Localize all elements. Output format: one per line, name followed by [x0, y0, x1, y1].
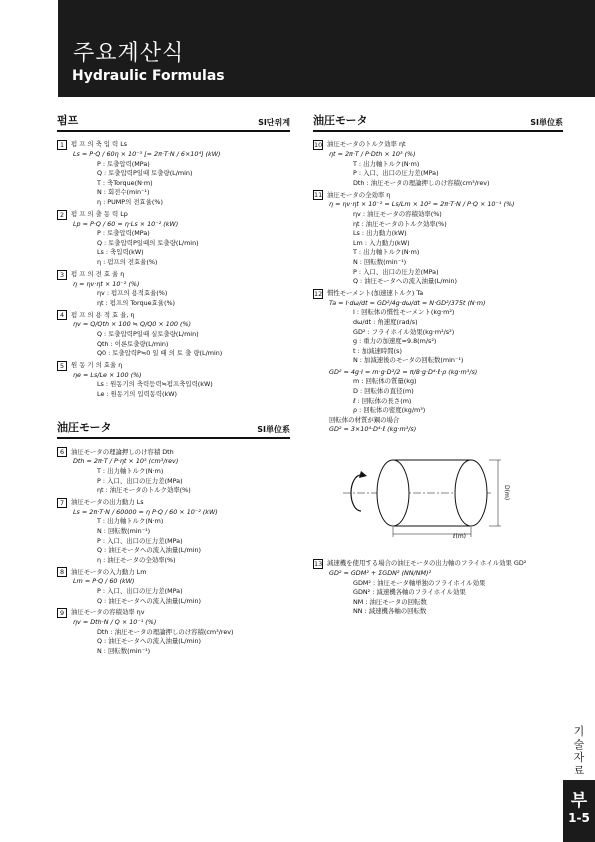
formula-item	[57, 140, 290, 208]
legend-line: Q : 油圧モータへの流入油量(L/min)	[97, 596, 202, 605]
legend-line: ηv : 油圧モータの容積効率(%)	[353, 209, 442, 218]
legend-line: Q : 토출압력P일때 토출량(L/min)	[97, 169, 193, 178]
gd2-legend	[313, 377, 563, 415]
item-title-text: 減速機を使用する場合の油圧モータの出力軸のフライホイル効果 GD²	[327, 559, 527, 568]
legend-line: η : PUMP의 전효율(%)	[97, 197, 163, 206]
legend-line: T : 出力軸トルク(N·m)	[97, 517, 164, 526]
formula-item-title	[313, 190, 563, 200]
legend-line: N : 回転数(min⁻¹)	[97, 527, 151, 536]
formula-item	[57, 567, 290, 606]
right-formula-list	[313, 140, 563, 366]
right-section-unit: SI単位系	[530, 118, 563, 127]
legend-line: N : 회전수(min⁻¹)	[97, 188, 150, 197]
legend-line: P : 토출압력(MPa)	[97, 229, 150, 238]
legend-line: η : 펌프의 전효율(%)	[97, 257, 158, 266]
inertia-extra	[313, 368, 563, 435]
legend-line: ηt : 油圧モータのトルク効率(%)	[97, 486, 191, 495]
formula-item	[57, 498, 290, 566]
formula-item	[313, 140, 563, 188]
legend-line: D : 回転体の直径(m)	[353, 387, 414, 396]
formula-item-title	[57, 270, 290, 280]
formula-expression: η = ηv·ηt × 10⁻² = Ls/Lm × 10² = 2π·T·N / P·Q × 10⁻¹ (%)	[329, 200, 515, 209]
item-title-text: 油圧モータの出力動力 Ls	[71, 498, 144, 507]
formula-expression: η = ηv·ηt × 10⁻² (%)	[73, 279, 140, 288]
formula-item-title	[313, 140, 563, 150]
length-label: ℓ(m)	[453, 533, 467, 541]
formula-expression: GD² = GDM² + ΣGDN² (NN/NM)²	[329, 569, 432, 578]
legend-line: Ls : 원동기의 축력등력≒펌프축입력(kW)	[97, 380, 213, 389]
formula-item-title	[57, 140, 290, 150]
legend-line: ηt : 油圧モータのトルク効率(%)	[353, 219, 447, 228]
formula-expression: ηv = Dth·N / Q × 10⁻¹ (%)	[73, 618, 157, 627]
pump-section-header	[57, 112, 290, 132]
legend-line: Qth : 이론토출량(L/min)	[97, 339, 169, 348]
formula-expression: ηt = 2π·T / P·Dth × 10³ (%)	[329, 150, 416, 158]
side-category-label: 기술자료	[573, 725, 585, 777]
formula-item	[313, 190, 563, 286]
item-title-text: 油圧モータの理論押しのけ容積 Dth	[71, 447, 174, 456]
legend-line: m : 回転体の質量(kg)	[353, 377, 417, 386]
gd2-formula: GD² = 4g·I = m·g·D²/2 = π/8·g·D⁴·ℓ·ρ (kg·m³/s)	[329, 367, 478, 376]
motor-formula-list	[57, 447, 290, 656]
pump-formula-list	[57, 140, 290, 399]
legend-line: t : 加減速時間(s)	[353, 346, 402, 355]
legend-line: I : 回転体の慣性モーメント(kg·m²)	[353, 308, 455, 317]
item-title-text: 원 동 기 의 효율 η	[71, 360, 123, 369]
rotor-diagram	[313, 441, 563, 541]
formula-item	[57, 310, 290, 358]
legend-line: P : 토출압력(MPa)	[97, 159, 150, 168]
right-section-header	[313, 112, 563, 132]
diameter-label: D(m)	[503, 485, 510, 501]
legend-line: ηt : 펌프의 Torque효율(%)	[97, 298, 176, 307]
legend-line: NN : 減速機各軸の回転数	[353, 607, 427, 616]
legend-line: Q0 : 토출압력P≒0 일 때 의 토 출 량(L/min)	[97, 349, 223, 358]
item-number: 4	[57, 310, 67, 320]
item-number: 1	[57, 140, 67, 150]
motor-section-header	[57, 419, 290, 439]
item-number: 11	[314, 191, 323, 200]
formula-item	[57, 361, 290, 400]
legend-line: Q : 토출압력P일때 실토출량(L/min)	[97, 329, 199, 338]
pump-section-unit: SI단위계	[258, 118, 290, 127]
right-section-title: 油圧モータ	[313, 114, 368, 127]
formula-item	[57, 270, 290, 309]
legend-line: P : 入口、出口の圧力差(MPa)	[353, 267, 439, 276]
legend-line: Lm : 入力動力(kW)	[353, 238, 410, 247]
item-title-text: 펌 프 의 용 적 효 율, η	[71, 310, 135, 319]
legend-line: NM : 油圧モータの回転数	[353, 597, 427, 606]
formula-expression: Lp = P·Q / 60 = η·Ls × 10⁻² (kW)	[73, 219, 179, 228]
formula-expression: Ta = I·dω/dt = GD²/4g·dω/dt = N·GD²/375t (N·m)	[329, 298, 486, 307]
right-column	[313, 112, 563, 619]
legend-line: g : 重力の加速度=9.8(m/s²)	[353, 337, 437, 346]
item-number: 8	[57, 567, 67, 577]
formula-expression: ηe = Ls/Le × 100 (%)	[73, 370, 142, 379]
formula-item-title	[57, 608, 290, 618]
item-title-text: 油圧モータの全効率 η	[327, 190, 391, 199]
legend-line: η : 油圧モータの全効率(%)	[97, 555, 176, 564]
legend-line: P : 入口、出口の圧力差(MPa)	[97, 587, 183, 595]
legend-line: GDN² : 減速機各軸のフライホイル効果	[353, 588, 466, 597]
item-number: 13	[314, 560, 323, 569]
legend-line: dω/dt : 角速度(rad/s)	[353, 317, 418, 326]
formula-expression: Ls = 2π·T·N / 60000 = η P·Q / 60 × 10⁻² (kW)	[73, 507, 218, 516]
formula-item	[313, 559, 563, 617]
item-number: 9	[57, 608, 67, 618]
formula-item	[57, 447, 290, 495]
item-number: 6	[57, 447, 67, 457]
page-header	[58, 0, 595, 97]
formula-item-title	[57, 310, 290, 320]
legend-line: Q : 토출압력P일때의 토출량(L/min)	[97, 238, 199, 247]
legend-line: ρ : 回転体の密度(kg/m³)	[353, 406, 426, 415]
formula-item-title	[57, 567, 290, 577]
legend-line: Dth : 油圧モータの理論押しのけ容積(cm³/rev)	[353, 178, 490, 187]
steel-formula: GD² = 3×10⁴·D⁴·ℓ (kg·m³/s)	[329, 425, 417, 434]
legend-line: GD² : フライホイル効果(kg·m²/s²)	[353, 327, 455, 336]
item-title-text: 慣性モーメント(加速速トルク) Ta	[327, 288, 424, 297]
item-title-text: 油圧モータのトルク効率 ηt	[327, 140, 406, 149]
page-subtitle: Hydraulic Formulas	[72, 68, 225, 84]
item-title-text: 油圧モータの容積効率 ηv	[71, 608, 145, 617]
formula-item-title	[57, 361, 290, 371]
item-number: 5	[57, 361, 67, 371]
motor-section-title: 油圧モータ	[57, 421, 112, 435]
formula-item-title	[57, 210, 290, 220]
legend-line: P : 入口、出口の圧力差(MPa)	[97, 536, 183, 545]
item-number: 7	[57, 498, 67, 508]
motor-section-unit: SI単位系	[257, 425, 290, 435]
item-title-text: 펌 프 의 전 효 율 η	[71, 269, 125, 278]
left-column	[57, 112, 290, 659]
legend-line: Q : 油圧モータへの流入油量(L/min)	[97, 546, 202, 555]
legend-line: N : 回転数(min⁻¹)	[353, 257, 407, 266]
formula-item-title	[57, 447, 290, 457]
formula-expression: Ls = P·Q / 60η × 10⁻³ [= 2π·T·N / 6×10⁴] (kW)	[73, 150, 221, 158]
item-number: 10	[314, 141, 323, 149]
page-title: 주요계산식	[73, 41, 185, 66]
legend-line: GDM² : 油圧モータ軸単独のフライホイル効果	[353, 578, 486, 587]
formula-item-title	[57, 498, 290, 508]
item-number: 12	[314, 289, 323, 298]
legend-line: N : 回転数(min⁻¹)	[97, 646, 151, 655]
legend-line: P : 入口、出口の圧力差(MPa)	[353, 169, 439, 178]
formula-expression: ηv = Q/Qth × 100 ≒ Q/Q0 × 100 (%)	[73, 320, 192, 329]
formula-expression: Dth = 2π·T / P·ηt × 10³ (cm³/rev)	[73, 457, 179, 466]
page-number: 1-5	[568, 811, 590, 825]
legend-line: Q : 油圧モータへの流入油量(L/min)	[353, 277, 458, 286]
steel-note: 回転体の材質が鋼の場合	[329, 415, 400, 424]
legend-line: ℓ : 回転体の長さ(m)	[353, 396, 412, 405]
legend-line: T : 出力軸トルク(N·m)	[97, 467, 164, 476]
legend-line: Dth : 油圧モータの理論押しのけ容積(cm³/rev)	[97, 627, 234, 636]
formula-item-title	[313, 289, 563, 299]
formula-item	[57, 210, 290, 268]
flywheel-formula	[313, 559, 563, 617]
cylinder-drawing	[343, 441, 523, 541]
legend-line: T : 出力軸トルク(N·m)	[353, 159, 420, 168]
formula-item	[313, 289, 563, 366]
legend-line: T : 축Torque(N·m)	[97, 178, 153, 187]
legend-line: N : 加減速後のモータの回転数(min⁻¹)	[353, 356, 464, 365]
item-number: 2	[57, 210, 67, 220]
formula-item-title	[313, 559, 563, 569]
pump-section-title: 펌프	[57, 114, 79, 127]
legend-line: Le : 원동기의 입력동력(kW)	[97, 389, 178, 398]
legend-line: Ls : 出力動力(kW)	[353, 229, 407, 238]
legend-line: P : 入口、出口の圧力差(MPa)	[97, 476, 183, 485]
formula-item	[57, 608, 290, 656]
legend-line: T : 出力軸トルク(N·m)	[353, 248, 420, 257]
legend-line: Q : 油圧モータへの流入油量(L/min)	[97, 637, 202, 646]
item-number: 3	[57, 270, 67, 280]
item-title-text: 油圧モータの入力動力 Lm	[71, 567, 147, 576]
legend-line: Ls : 축입력(kW)	[97, 248, 144, 257]
side-page-tab	[563, 780, 595, 842]
legend-line: ηv : 펌프의 용적효율(%)	[97, 289, 168, 298]
item-title-text: 펌 프 의 축 입 력 Ls	[71, 140, 128, 149]
side-section-mark: 부	[570, 791, 588, 811]
formula-expression: Lm = P·Q / 60 (kW)	[73, 577, 135, 586]
item-title-text: 펌 프 의 출 동 력 Lp	[71, 209, 128, 218]
